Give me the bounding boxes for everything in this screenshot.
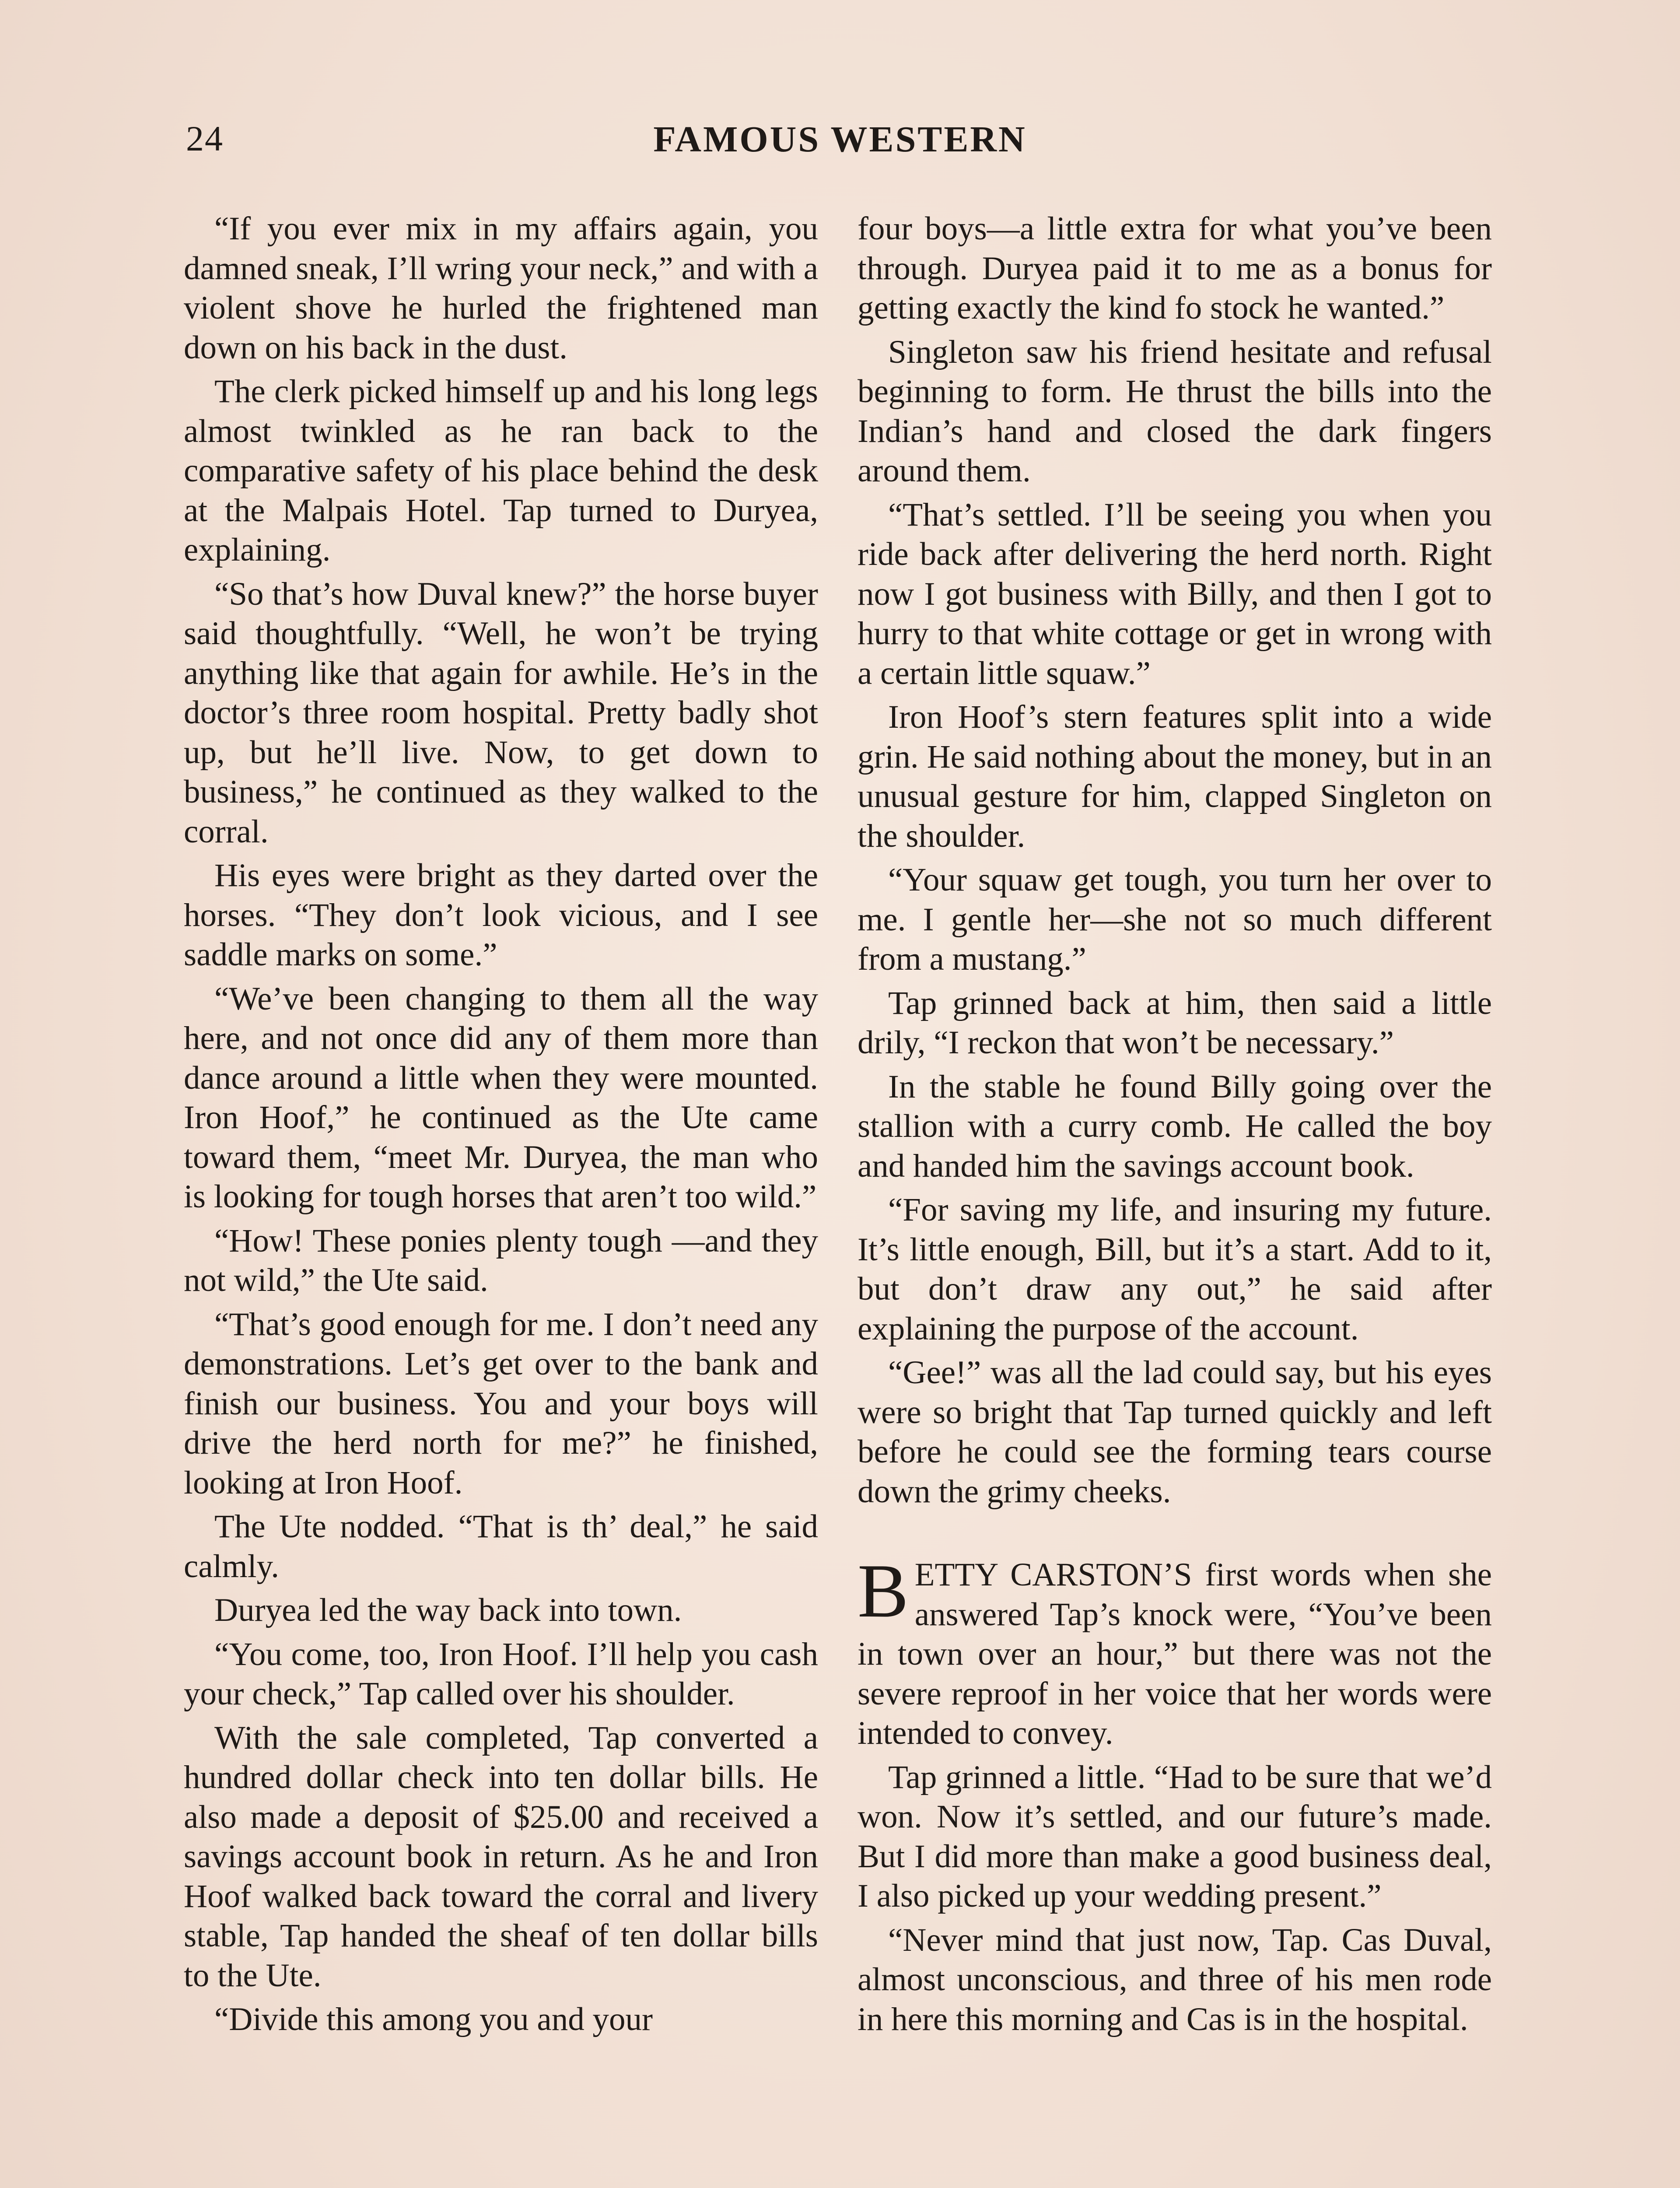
page-header	[0, 118, 1680, 171]
paragraph: “We’ve been changing to them all the way here, and not once did any of them more than dance around a little when they were mounted. Iron Hoof,” he continued as the Ute came toward them, “meet Mr. Duryea, the man who is looking for tough horses that aren’t too wild.”	[184, 980, 818, 1215]
section-opening-paragraph	[858, 1548, 1492, 1753]
paragraph: “Never mind that just now, Tap. Cas Duval, almost unconscious, and three of his men rode in here this morning and Cas is in the hospital.	[858, 1922, 1492, 2037]
paragraph: “You come, too, Iron Hoof. I’ll help you cash your check,” Tap called over his shoulder.	[184, 1636, 818, 1712]
paragraph: “That’s settled. I’ll be seeing you when you ride back after delivering the herd north. Right now I got business with Billy, and then I got to hurry to that white cottage or get in wrong with a certain little squaw.”	[858, 496, 1492, 691]
paragraph: “How! These ponies plenty tough —and they not wild,” the Ute said.	[184, 1222, 818, 1298]
paragraph: Tap grinned back at him, then said a little drily, “I reckon that won’t be necessary.”	[858, 985, 1492, 1061]
paragraph: Iron Hoof’s stern features split into a wide grin. He said nothing about the money, but in an unusual gesture for him, clapped Singleton on the shoulder.	[858, 699, 1492, 854]
section-opening-text: ETTY CARSTON’S first words when she answered Tap’s knock were, “You’ve been in town over an hour,” but there was not the severe reproof in her voice that her words were intended to convey.	[858, 1557, 1492, 1751]
paragraph: “Your squaw get tough, you turn her over to me. I gentle her—she not so much different from a mustang.”	[858, 862, 1492, 977]
paragraph: Duryea led the way back into town.	[214, 1592, 682, 1628]
running-title: FAMOUS WESTERN	[653, 119, 1027, 160]
paragraph: “For saving my life, and insuring my future. It’s little enough, Bill, but it’s a start. Add to it, but don’t draw any out,” he said after explaining the purpose of the account.	[858, 1192, 1492, 1347]
paragraph: “That’s good enough for me. I don’t need any demonstrations. Let’s get over to the bank and finish our business. You and your boys will drive the herd north for me?” he finished, looking at Iron Hoof.	[184, 1306, 818, 1501]
right-column	[858, 209, 1492, 2044]
paragraph: Tap grinned a little. “Had to be sure that we’d won. Now it’s settled, and our future’s made. But I did more than make a good business deal, I also picked up your wedding present.”	[858, 1759, 1492, 1914]
drop-cap: B	[858, 1548, 909, 1633]
paragraph: His eyes were bright as they darted over the horses. “They don’t look vicious, and I see saddle marks on some.”	[184, 857, 818, 973]
paragraph: The clerk picked himself up and his long legs almost twinkled as he ran back to the comparative safety of his place behind the desk at the Malpais Hotel. Tap turned to Duryea, explaining.	[184, 373, 818, 568]
paragraph: The Ute nodded. “That is th’ deal,” he said calmly.	[184, 1508, 818, 1585]
paragraph: In the stable he found Billy going over the stallion with a curry comb. He called the boy and handed him the savings account book.	[858, 1068, 1492, 1184]
page-number: 24	[186, 119, 224, 158]
paragraph: four boys—a little extra for what you’ve been through. Duryea paid it to me as a bonus for getting exactly the kind fo stock he wanted.”	[858, 210, 1492, 326]
paragraph: “Divide this among you and your	[214, 2001, 653, 2037]
paragraph: “If you ever mix in my affairs again, you damned sneak, I’ll wring your neck,” and with a violent shove he hurled the frightened man down on his back in the dust.	[184, 210, 818, 366]
paragraph: With the sale completed, Tap converted a hundred dollar check into ten dollar bills. He also made a deposit of $25.00 and received a savings account book in return. As he and Iron Hoof walked back toward the corral and livery stable, Tap handed the sheaf of ten dollar bills to the Ute.	[184, 1719, 818, 1994]
paragraph: Singleton saw his friend hesitate and refusal beginning to form. He thrust the bills into the Indian’s hand and closed the dark fingers around them.	[858, 333, 1492, 489]
paragraph: “So that’s how Duval knew?” the horse buyer said thoughtfully. “Well, he won’t be trying anything like that again for awhile. He’s in the doctor’s three room hospital. Pretty badly shot up, but he’ll live. Now, to get down to business,” he continued as they walked to the corral.	[184, 575, 818, 850]
paragraph: “Gee!” was all the lad could say, but his eyes were so bright that Tap turned quickly and left before he could see the forming tears course down the grimy cheeks.	[858, 1354, 1492, 1510]
left-column	[184, 209, 818, 2044]
